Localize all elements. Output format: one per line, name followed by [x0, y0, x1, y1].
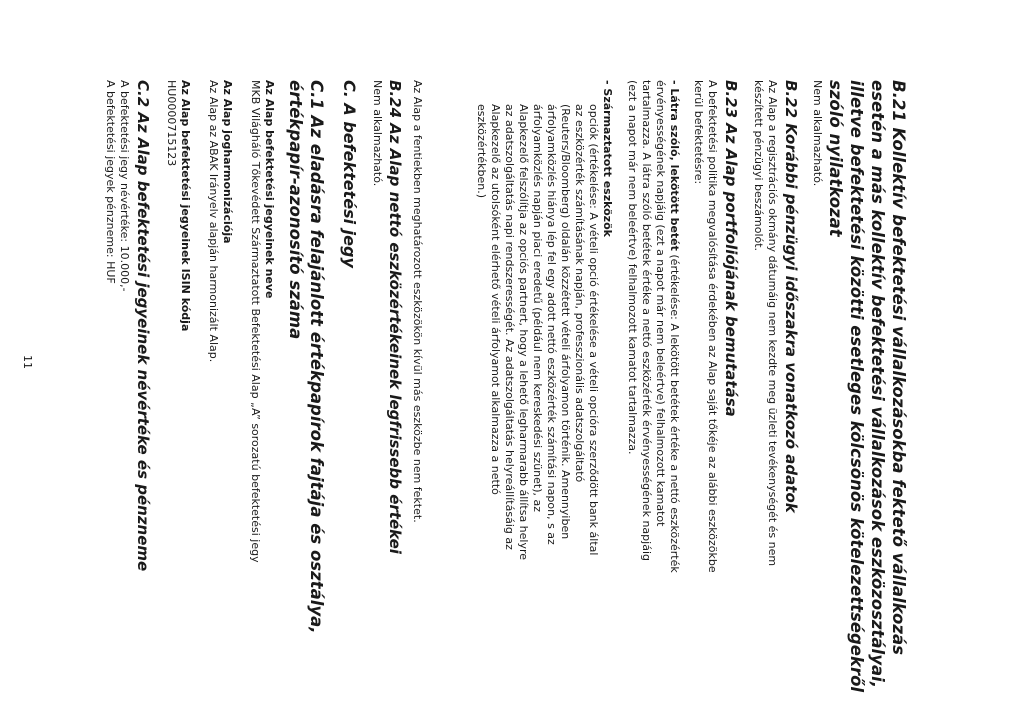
heading-b22: B.22 Korábbi pénzügyi időszakra vonatkozó adatok [782, 80, 800, 513]
c1-label-harmonization: Az Alap jogharmonizációja [221, 80, 234, 244]
heading-c2: C.2 Az Alap befektetési jegyeinek névértéke és pénzneme [134, 80, 152, 572]
b23-item1-line-4: (ezt a napot már nem beleértve) felhalmozott kamatot tartalmazza. [626, 80, 639, 455]
c2-line-2: A befektetési jegyek pénzneme: HUF [104, 80, 117, 284]
b23-item2-line-1: opciók (értékelése: A vételi opció értékelése a vételi opcióra szerződött bank által [587, 104, 600, 556]
b23-item2-line-2: az eszközérték számításának napján, professzionális adatszolgáltató [573, 104, 586, 483]
b23-item2-line-8: Alapkezelő az utolsóként elérhető vételi árfolyamot alkalmazza a nettó [489, 104, 502, 495]
b23-item2-line-7: az adatszolgáltatás napi rendszerességét. Az adatszolgáltatás helyreállításáig az [503, 104, 516, 550]
c1-label-isin: Az Alap befektetési jegyeinek ISIN kódja [179, 80, 192, 332]
b23-intro-line-2: kerül befektetésre: [692, 80, 705, 185]
heading-b23: B.23 Az Alap portfoliójának bemutatása [722, 80, 740, 417]
b23-item2-title: - Származtatott eszközök [601, 80, 614, 237]
c1-value-harmonization: Az Alap az ABAK Irányelv alapján harmonizált Alap. [207, 80, 220, 363]
heading-b21-line-1: B.21 Kollektív befektetési vállalkozásokba fektető vállalkozás [889, 80, 908, 655]
heading-b21-line-4: szóló nyilatkozat [826, 80, 845, 237]
heading-c: C. A befektetési jegy [340, 80, 359, 268]
b21-text: Nem alkalmazható. [811, 80, 824, 187]
b23-item2-line-4: árfolyamközlés hiánya lép fel egy adott nettó eszközérték számítási napon, s az [545, 104, 558, 545]
b23-item1-line-1: (értékelése: A lekötött betétek értéke a nettó eszközérték [668, 254, 681, 573]
c1-value-isin: HU0000715123 [165, 80, 178, 167]
b23-item1-line-3: tartalmazza. A látra szóló betétek értéke a nettó eszközérték érvényességének napjáig [640, 80, 653, 561]
b23-item1-first-line [668, 80, 682, 660]
heading-b21-line-2: esetén a más kollektív befektetési vállalkozások eszközosztályai, [868, 80, 887, 689]
b23-item2-line-3: (Reuters/Bloomberg) oldalán közzétett vételi árfolyamon történik. Amennyiben [559, 104, 572, 540]
heading-c1-line-1: C.1 Az eladásra felajánlott értékpapírok fajtája és osztálya, [307, 80, 326, 634]
b23-item2-line-9: eszközértékben.) [475, 104, 488, 199]
c1-label-name: Az Alap befektetési jegyeinek neve [263, 80, 276, 299]
b23-item2-line-5: árfolyamközlés napján piaci eredetű (például nem kereskedési szünet), az [531, 104, 544, 513]
b23-item1-line-2: érvényességének napjáig (ezt a napot már nem beleértve) felhalmozott kamatot [654, 80, 667, 527]
b23-intro-line-1: A befektetési politika megvalósítása érdekében az Alap saját tőkéje az alábbi eszközökbe [706, 80, 719, 573]
heading-b24: B.24 Az Alap nettó eszközértékeinek legfrissebb értékei [386, 80, 404, 554]
b22-text-line-2: készített pénzügyi beszámolót. [752, 80, 765, 252]
b23-item1-title: - Látra szóló, lekötött betét [668, 80, 681, 251]
b23-outro: Az Alap a fentiekben meghatározott eszközökön kívül más eszközbe nem fektet. [411, 80, 424, 523]
c1-value-name: MKB Világháló Tőkevédett Származtatott Befektetési Alap „A” sorozatú befektetési jegy [249, 80, 262, 563]
page-number: 11 [21, 355, 34, 369]
c2-line-1: A befektetési jegy névértéke: 10.000,- [118, 80, 131, 292]
heading-c1-line-2: értékpapír-azonosító száma [286, 80, 305, 340]
b22-text-line-1: Az Alap a regisztrációs okmány dátumáig nem kezdte meg üzleti tevékenységét és nem [766, 80, 779, 567]
b24-text: Nem alkalmazható. [371, 80, 384, 187]
b23-item2-line-6: Alapkezelő felszólítja az opciós partnert, hogy a lehető legharmarabb állítsa helyre [517, 104, 530, 561]
heading-b21-line-3: illetve befektetési közötti esetleges kölcsönös kötelezettségekről [847, 80, 866, 693]
